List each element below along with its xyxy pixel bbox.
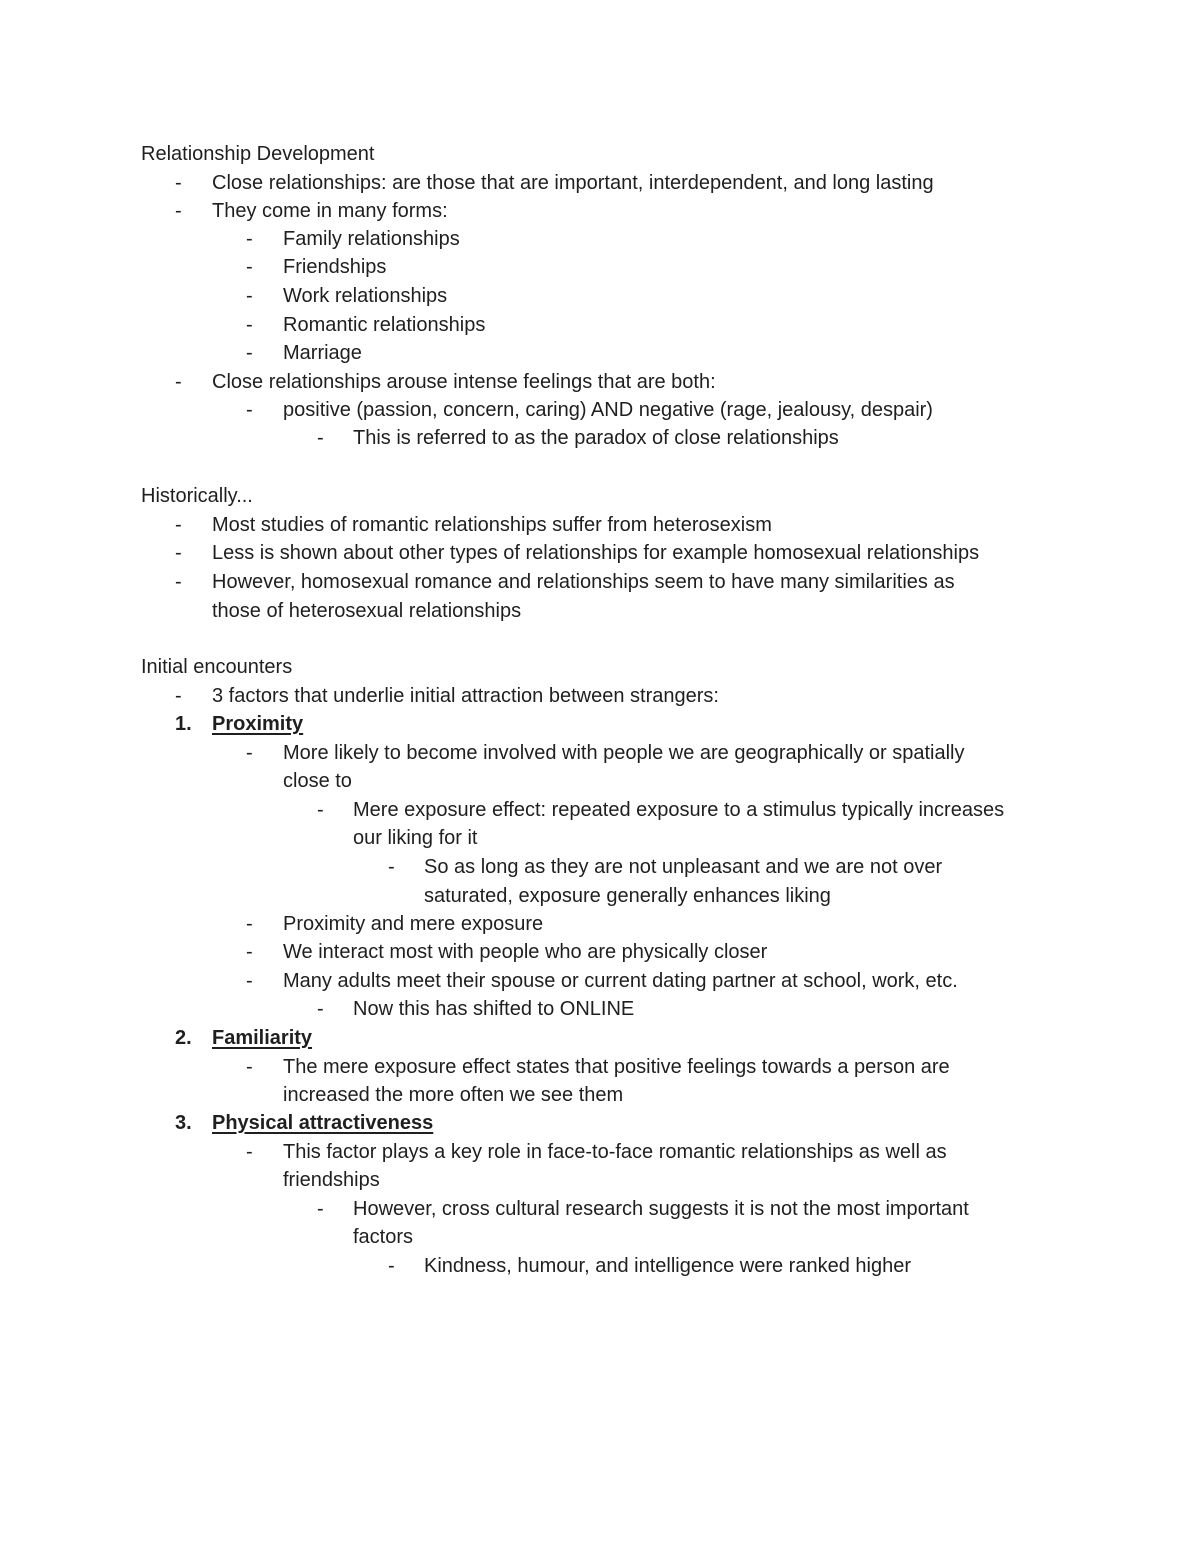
list-item: So as long as they are not unpleasant and we are not over	[424, 856, 943, 878]
list-item: Close relationships: are those that are important, interdependent, and long lasting	[212, 172, 934, 194]
bullet-dash: -	[246, 399, 253, 421]
list-item-continuation: saturated, exposure generally enhances liking	[424, 885, 831, 907]
list-item-continuation: close to	[283, 770, 352, 792]
section-heading: Relationship Development	[141, 143, 375, 165]
list-number: 1.	[175, 713, 192, 735]
list-number: 2.	[175, 1027, 192, 1049]
factor-heading: Physical attractiveness	[212, 1112, 434, 1134]
bullet-dash: -	[175, 571, 182, 593]
list-item: We interact most with people who are physically closer	[283, 941, 768, 963]
section-heading: Initial encounters	[141, 656, 293, 678]
bullet-dash: -	[246, 285, 253, 307]
list-item-continuation: factors	[353, 1226, 414, 1248]
list-item: Romantic relationships	[283, 314, 486, 336]
bullet-dash: -	[246, 1141, 253, 1163]
list-item-continuation: friendships	[283, 1169, 380, 1191]
bullet-dash: -	[317, 1198, 324, 1220]
list-item: However, cross cultural research suggests it is not the most important	[353, 1198, 969, 1220]
list-item: Less is shown about other types of relationships for example homosexual relationships	[212, 542, 980, 564]
list-item: More likely to become involved with people we are geographically or spatially	[283, 742, 965, 764]
bullet-dash: -	[388, 1255, 395, 1277]
list-item: Close relationships arouse intense feelings that are both:	[212, 371, 716, 393]
bullet-dash: -	[246, 913, 253, 935]
factor-heading: Familiarity	[212, 1027, 313, 1049]
list-item: Friendships	[283, 256, 387, 278]
list-number: 3.	[175, 1112, 192, 1134]
bullet-dash: -	[246, 228, 253, 250]
list-item: This factor plays a key role in face-to-face romantic relationships as well as	[283, 1141, 947, 1163]
list-item: positive (passion, concern, caring) AND negative (rage, jealousy, despair)	[283, 399, 933, 421]
list-item: Many adults meet their spouse or current dating partner at school, work, etc.	[283, 970, 958, 992]
list-item: Mere exposure effect: repeated exposure to a stimulus typically increases	[353, 799, 1005, 821]
bullet-dash: -	[317, 998, 324, 1020]
section-heading: Historically...	[141, 485, 253, 507]
bullet-dash: -	[246, 314, 253, 336]
list-item: Family relationships	[283, 228, 460, 250]
list-item: 3 factors that underlie initial attraction between strangers:	[212, 685, 719, 707]
list-item: Proximity and mere exposure	[283, 913, 544, 935]
bullet-dash: -	[388, 856, 395, 878]
list-item-continuation: our liking for it	[353, 827, 478, 849]
bullet-dash: -	[317, 427, 324, 449]
list-item: Most studies of romantic relationships suffer from heterosexism	[212, 514, 772, 536]
list-item: Marriage	[283, 342, 362, 364]
list-item: Kindness, humour, and intelligence were ranked higher	[424, 1255, 911, 1277]
bullet-dash: -	[175, 371, 182, 393]
list-item-continuation: increased the more often we see them	[283, 1084, 624, 1106]
bullet-dash: -	[175, 514, 182, 536]
bullet-dash: -	[175, 200, 182, 222]
bullet-dash: -	[246, 970, 253, 992]
bullet-dash: -	[317, 799, 324, 821]
list-item: Work relationships	[283, 285, 448, 307]
list-item: Now this has shifted to ONLINE	[353, 998, 635, 1020]
bullet-dash: -	[175, 685, 182, 707]
bullet-dash: -	[175, 542, 182, 564]
bullet-dash: -	[246, 342, 253, 364]
list-item: This is referred to as the paradox of close relationships	[353, 427, 839, 449]
bullet-dash: -	[246, 742, 253, 764]
factor-heading: Proximity	[212, 713, 304, 735]
bullet-dash: -	[246, 256, 253, 278]
list-item: They come in many forms:	[212, 200, 448, 222]
list-item-continuation: those of heterosexual relationships	[212, 600, 522, 622]
bullet-dash: -	[175, 172, 182, 194]
list-item: The mere exposure effect states that positive feelings towards a person are	[283, 1056, 950, 1078]
bullet-dash: -	[246, 1056, 253, 1078]
list-item: However, homosexual romance and relationships seem to have many similarities as	[212, 571, 955, 593]
bullet-dash: -	[246, 941, 253, 963]
